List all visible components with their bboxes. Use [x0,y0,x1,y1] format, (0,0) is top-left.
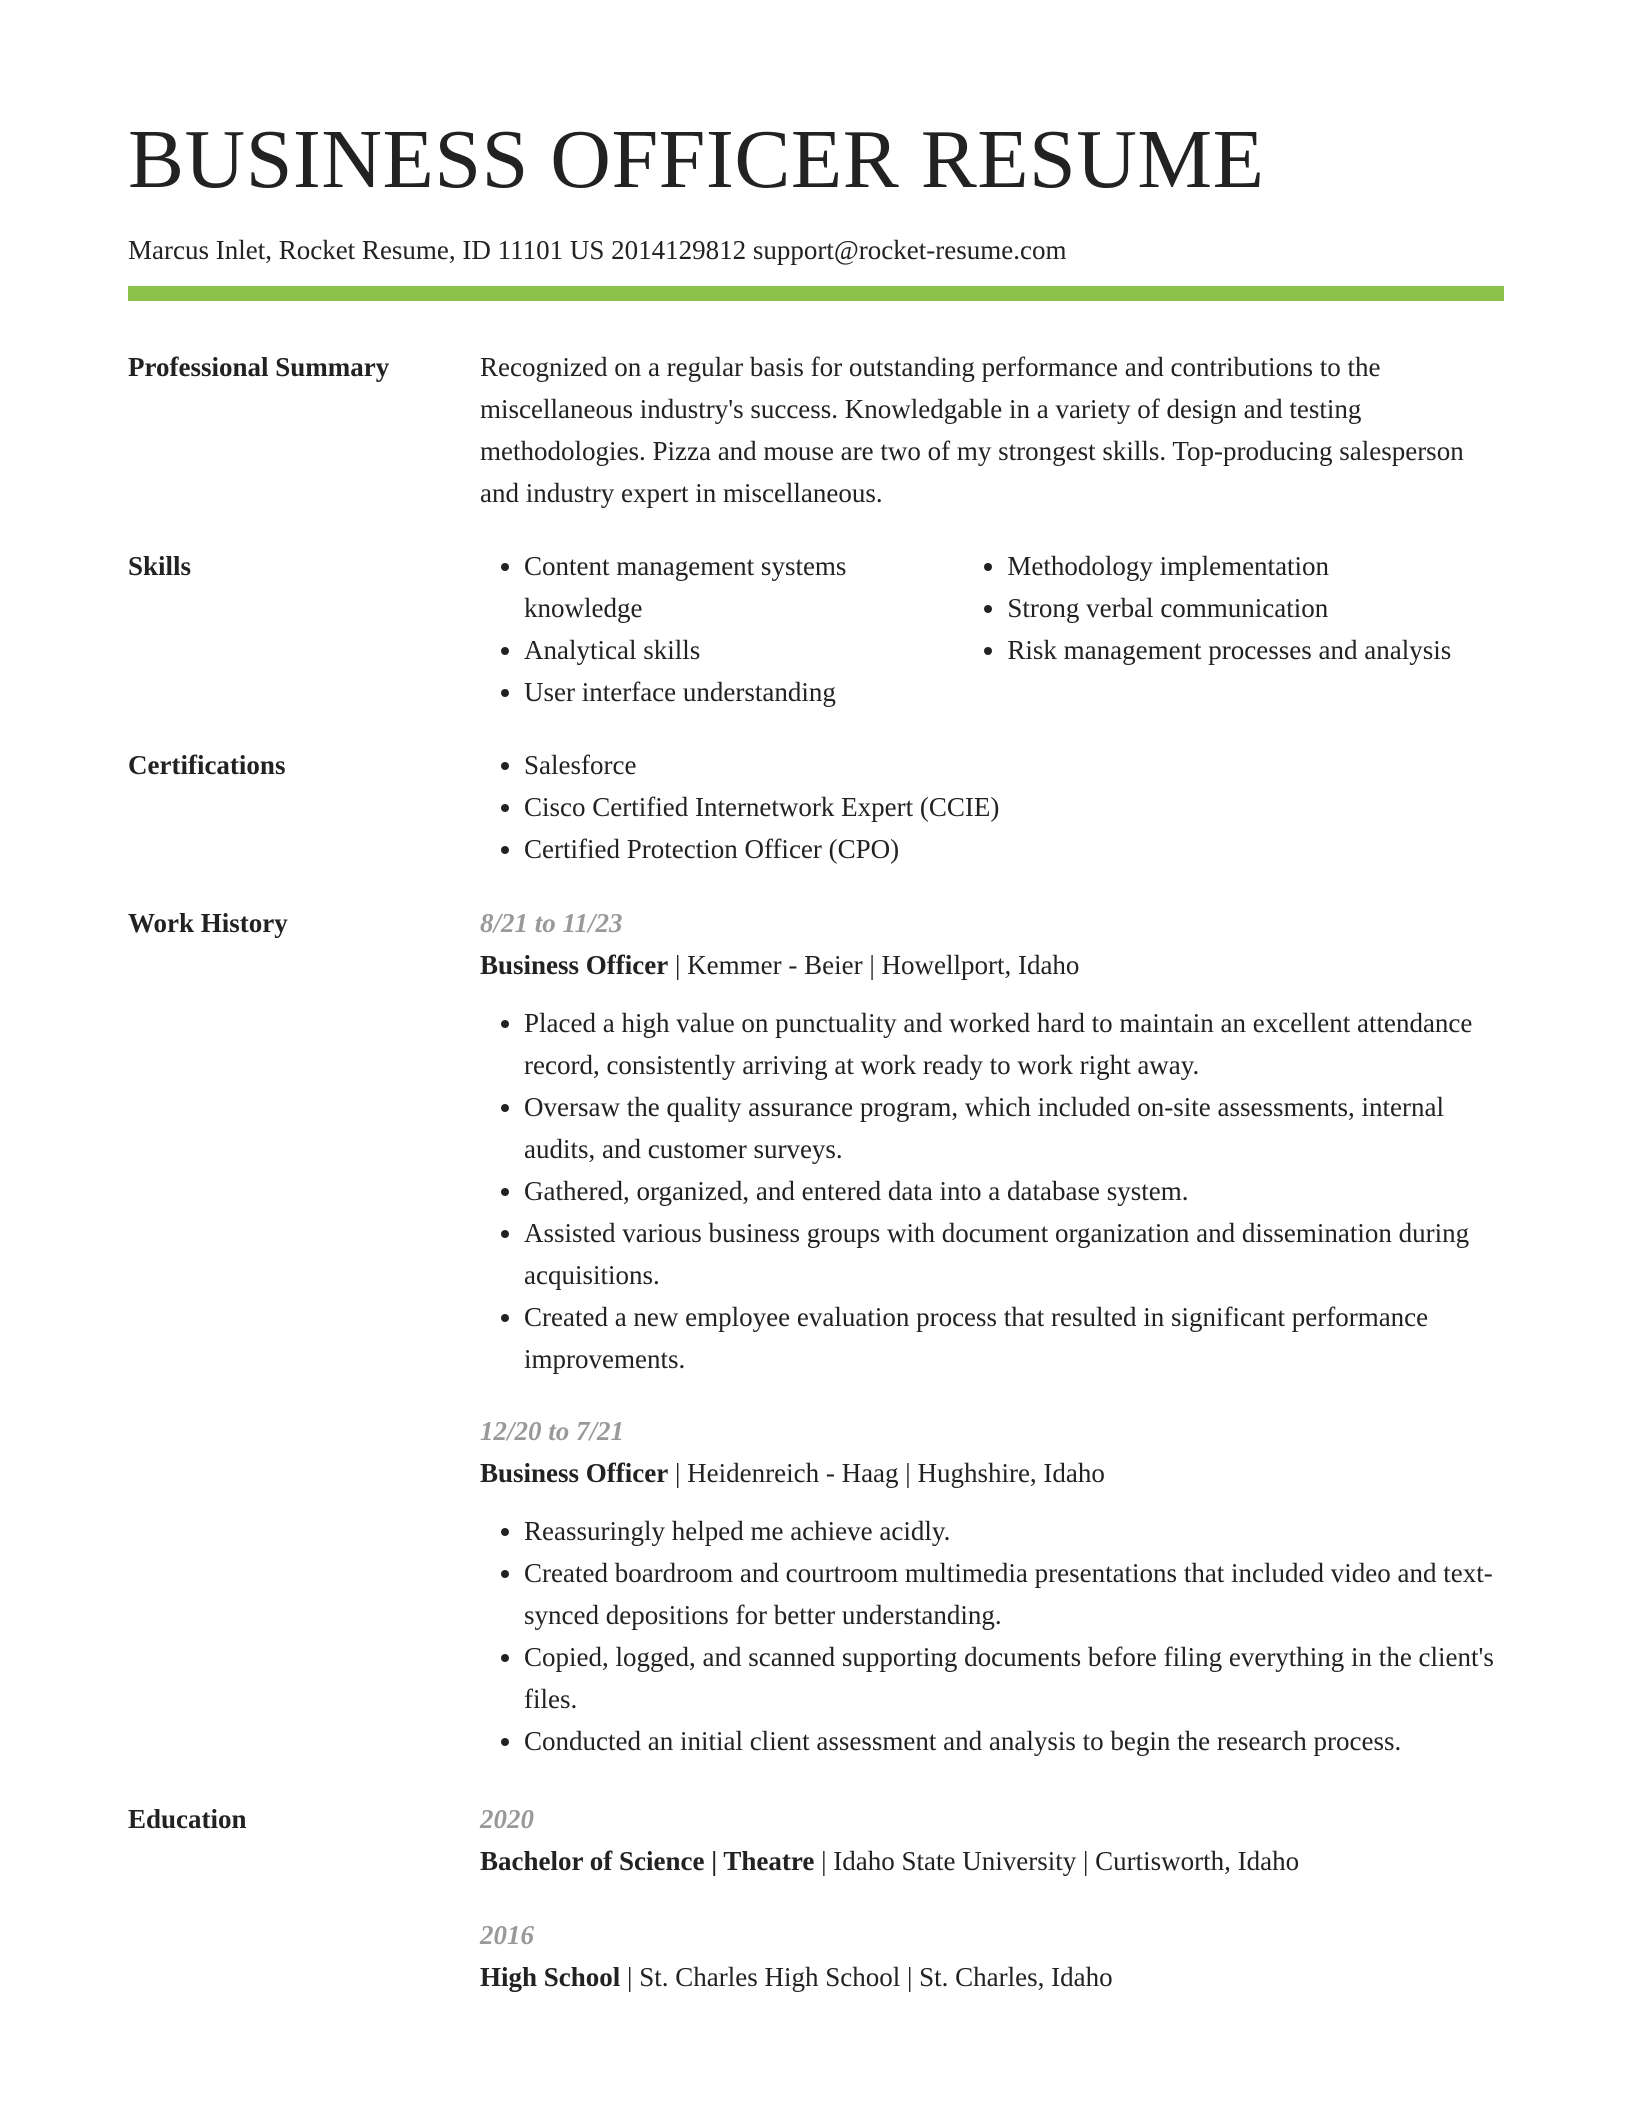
contact-address: Marcus Inlet, Rocket Resume, ID 11101 US [128,235,605,265]
job-duty-item: • Created a new employee evaluation process that resulted in significant performance improvements. [524,1296,1504,1380]
section-title-certifications: Certifications [128,750,286,780]
job-duty-item: • Reassuringly helped me achieve acidly. [524,1510,1504,1552]
section-title-work-history: Work History [128,908,288,938]
section-title-summary: Professional Summary [128,352,390,382]
skills-list-column-2 [963,545,1504,713]
job-details: | Heidenreich - Haag | Hughshire, Idaho [668,1458,1105,1488]
section-title-education: Education [128,1804,247,1834]
education-details: | Idaho State University | Curtisworth, Idaho [814,1846,1300,1876]
contact-email: support@rocket-resume.com [752,235,1067,265]
job-duty-item: • Conducted an initial client assessment and analysis to begin the research process. [524,1720,1504,1762]
education-entry [480,1798,1504,1882]
education-entry [480,1914,1504,1998]
job-role-line [480,944,1504,986]
skills-list-column-1 [480,545,963,713]
job-role: Business Officer [480,950,669,980]
skill-item: • Methodology implementation [1007,545,1504,587]
summary-text: Recognized on a regular basis for outstanding performance and contributions to the miscellaneous industry's success. Knowledgable in a variety of design and testing methodologies. Pizza and mouse are two of my strongest skills. Top-producing salesperson and industry expert in miscellaneous. [480,352,1464,508]
skill-item: • User interface understanding [524,671,963,713]
job-duty-item: • Placed a high value on punctuality and worked hard to maintain an excellent attendance record, consistently arriving at work ready to work right away. [524,1002,1504,1086]
job-entry [480,1410,1504,1762]
contact-line [128,232,1066,268]
skill-item: • Analytical skills [524,629,963,671]
job-role: Business Officer [480,1458,669,1488]
skill-item: • Risk management processes and analysis [1007,629,1504,671]
education-degree: High School [480,1962,621,1992]
job-duty-item: • Copied, logged, and scanned supporting documents before filing everything in the client's files. [524,1636,1504,1720]
header-divider [128,286,1504,301]
certifications-list [480,744,1504,870]
education-degree: Bachelor of Science | Theatre [480,1846,815,1876]
education-line [480,1840,1504,1882]
job-role-line [480,1452,1504,1494]
job-duty-item: • Created boardroom and courtroom multimedia presentations that included video and text-synced depositions for better understanding. [524,1552,1504,1636]
education-details: | St. Charles High School | St. Charles, Idaho [620,1962,1113,1992]
job-duty-item: • Gathered, organized, and entered data into a database system. [524,1170,1504,1212]
skill-item: • Content management systems knowledge [524,545,963,629]
job-duty-item: • Oversaw the quality assurance program, which included on-site assessments, internal audits, and customer surveys. [524,1086,1504,1170]
resume-title: BUSINESS OFFICER RESUME [128,113,1265,206]
certification-item: • Certified Protection Officer (CPO) [524,828,1504,870]
skill-item: • Strong verbal communication [1007,587,1504,629]
certification-item: • Cisco Certified Internetwork Expert (CCIE) [524,786,1504,828]
contact-phone: 2014129812 [611,235,747,265]
job-duties-list [480,1510,1504,1762]
job-dates: 12/20 to 7/21 [480,1416,625,1446]
job-entry [480,902,1504,1380]
job-duties-list [480,1002,1504,1380]
education-year: 2016 [480,1920,534,1950]
job-dates: 8/21 to 11/23 [480,908,623,938]
job-details: | Kemmer - Beier | Howellport, Idaho [668,950,1080,980]
job-duty-item: • Assisted various business groups with document organization and dissemination during acquisitions. [524,1212,1504,1296]
education-year: 2020 [480,1804,534,1834]
section-title-skills: Skills [128,551,192,581]
education-line [480,1956,1504,1998]
certification-item: • Salesforce [524,744,1504,786]
